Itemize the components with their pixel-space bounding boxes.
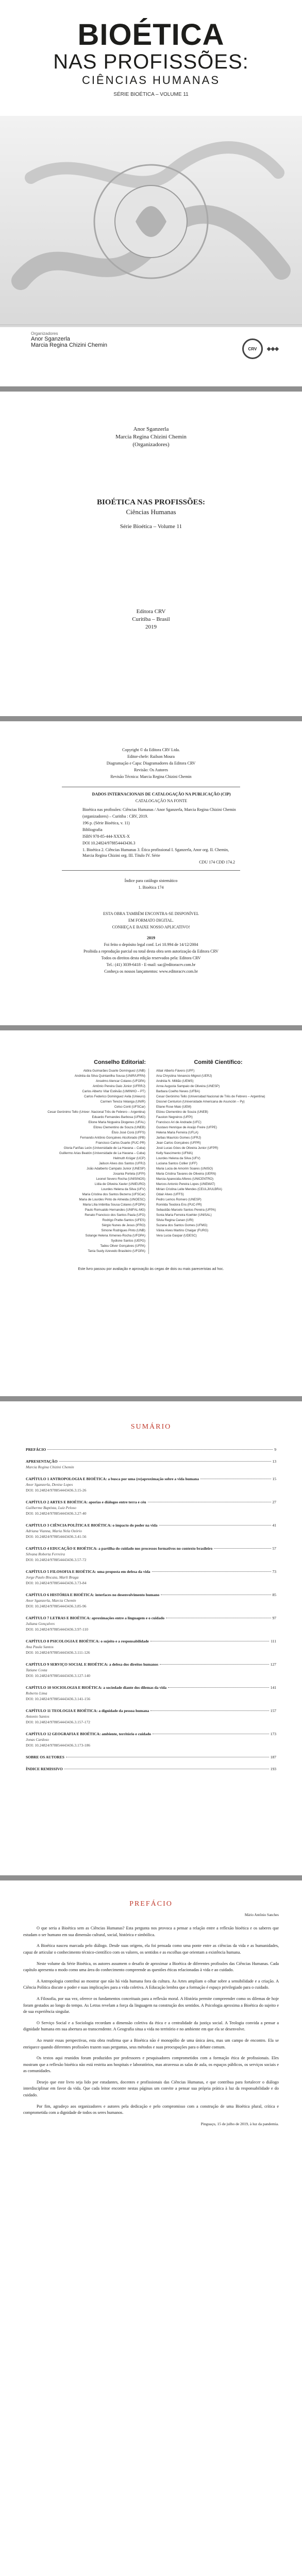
board-member: João Adalberto Campato Junior (UNESP) — [19, 1166, 149, 1172]
preface-paragraph: A Bioética nasceu marcada pelo diálogo. Desde suas origens, ela foi pensada como uma ponte entre as ciências da vida e as humanidades, capaz de articular o conhecimento técnico-científico com os valores, os sentidos e as escolhas que orientam a existência humana. — [23, 1943, 279, 1955]
copyright-bottom-line: EM FORMATO DIGITAL. — [128, 918, 174, 923]
book-title: BIOÉTICA NAS PROFISSÕES: — [96, 498, 206, 506]
summary-entry-title: CAPÍTULO 2 ARTES E BIOÉTICA: aporias e diálogos entre terra e céu — [26, 1500, 146, 1504]
summary-entry-row — [26, 1766, 276, 1772]
copyright-bottom-line: CONHEÇA E BAIXE NOSSO APLICATIVO! — [112, 925, 190, 929]
summary-entry-title: CAPÍTULO 4 EDUCAÇÃO E BIOÉTICA: a partilha do cuidado nos processos formativos no contexto brasileiro — [26, 1546, 213, 1551]
catalog-line: ISBN 978-85-444-XXXX-X — [82, 834, 130, 839]
organizer-2: Marcia Regina Chizini Chemin — [31, 342, 107, 348]
summary-entry-doi: DOI: 10.24824/978854443436.3.27-40 — [26, 1511, 87, 1516]
committee-member: Altair Alberto Fávero (UPF) — [156, 1069, 195, 1073]
copyright-bottom-line: ESTA OBRA TAMBÉM ENCONTRA-SE DISPONÍVEL — [103, 911, 199, 916]
summary-entry-title: CAPÍTULO 8 PSICOLOGIA E BIOÉTICA: o sujeito e a responsabilidade — [26, 1639, 149, 1643]
board-member: Paulo Romualdo Hernandes (UNIFAL-MG) — [19, 1208, 149, 1213]
cover-title-line-3: CIÊNCIAS HUMANAS — [81, 74, 221, 87]
committee-member: Eliane Rose Maio (UEM) — [156, 1105, 192, 1109]
board-member: Solange Helena Ximenes-Rocha (UFOPA) — [19, 1233, 149, 1239]
board-member: Sérgio Nunes de Jesus (IFRO) — [19, 1223, 149, 1228]
summary-entry-title: CAPÍTULO 3 CIÊNCIA POLÍTICA E BIOÉTICA: o impacto do poder na vida — [26, 1523, 158, 1528]
organizers-label: Organizadores — [31, 331, 58, 336]
summary-entry — [26, 1522, 276, 1539]
summary-entry-doi: DOI: 10.24824/978854443436.3.57-72 — [26, 1557, 87, 1562]
summary-entry-author: Anor Sganzerla, Marcia Chemin — [26, 1598, 76, 1603]
summary-dots — [214, 1548, 271, 1549]
board-member: Guillermo Arias Beatón (Universidade de La Havana – Cuba) — [19, 1151, 149, 1156]
committee-member: Romilda Teodora Ens (PUC-PR) — [156, 1203, 202, 1207]
board-member: Anselmo Alencar Colares (UFOPA) — [19, 1079, 149, 1084]
committee-member: Maria Lucia de Amorim Soares (UNISO) — [156, 1167, 213, 1171]
board-member: Rodrigo Pratte-Santos (UFES) — [19, 1218, 149, 1223]
summary-entry-row — [26, 1569, 276, 1574]
summary-dots — [47, 1449, 273, 1450]
committee-member: Gustavo Henrique de Araújo Freire (UFPE) — [156, 1126, 217, 1129]
summary-entry-author: Juliana Gonçalves — [26, 1621, 55, 1626]
summary-entry-author: Jorge Paulo Biscaia, Marli Braga — [26, 1575, 79, 1580]
preface-heading: PREFÁCIO — [129, 1900, 173, 1908]
committee-member: Andréia N. Militão (UEMS) — [156, 1079, 194, 1083]
copyright-bottom-line: Foi feito o depósito legal conf. Lei 10.994 de 14/12/2004 — [104, 942, 198, 947]
imprint-line: Editora CRV — [136, 608, 166, 615]
cover-illustration — [0, 116, 302, 327]
publisher-logo-icon: CRV — [242, 338, 263, 359]
summary-heading: SUMÁRIO — [130, 1423, 172, 1431]
committee-member: Odair Alves (UFFS) — [156, 1193, 184, 1196]
summary-entry-title: ÍNDICE REMISSIVO — [26, 1767, 63, 1771]
summary-dots — [59, 1461, 271, 1462]
copyright-line: Revisão: Os Autores — [134, 768, 168, 772]
board-member: Aldira Guimarães Duarte Domínguez (UNB) — [19, 1069, 149, 1074]
summary-dots — [152, 1571, 271, 1572]
preface-signature: Pinguaçu, 15 de julho de 2019, à luz da pandemia. — [200, 2121, 279, 2126]
summary-entry-row — [26, 1459, 276, 1464]
summary-entry — [26, 1754, 276, 1760]
preface-paragraph: Desejo que este livro seja lido por estudantes, docentes e profissionais das Ciências Humanas, e que contribua para fortalecer o diálogo interdisciplinar em favor da vida. Que cada leitor encontre nestas páginas um convite a pensar sua própria prática à luz da responsabilidade e do cuidado. — [23, 2079, 279, 2098]
committee-member: Maria Cristina Tavares de Oliveira (UERN) — [156, 1172, 216, 1176]
catalog-line: DOI 10.24824/978854443436.3 — [82, 841, 136, 845]
committee-member: Cesar Gerónimo Tello (Universidad Nacional de Três de Febrero – Argentina) — [156, 1095, 265, 1098]
board-member: Eduardo Fernandes Barbosa (UFMG) — [19, 1115, 149, 1120]
committee-member: Jarbas Mauricio Gomes (UFRJ) — [156, 1136, 201, 1140]
board-member: Tania Suely Azevedo Brasileiro (UFOPA) — [19, 1249, 149, 1254]
copyright-page — [0, 721, 302, 1030]
board-member: Antônio Pereira Gaio Júnior (UFRRJ) — [19, 1084, 149, 1089]
summary-entry-doi: DOI: 10.24824/978854443436.3.41-56 — [26, 1534, 87, 1539]
summary-entry — [26, 1592, 276, 1609]
cover-footer — [0, 325, 302, 386]
preface-paragraph: Neste volume da Série Bioética, os autores assumem o desafio de aproximar a Bioética de diferentes profissões das Ciências Humanas. Cada capítulo apresenta o modo como uma área do conhecimento compreende as questões éticas relacionadas à vida e ao cuidado. — [23, 1961, 279, 1973]
summary-dots — [168, 1687, 269, 1688]
committee-member: Marcia Aparecida Alferes (UNICENTRO) — [156, 1177, 214, 1181]
summary-entry-row — [26, 1638, 276, 1644]
board-member: Maria Lília Imbiriba Sousa Colares (UFOPA) — [19, 1202, 149, 1208]
summary-dots — [159, 1525, 271, 1526]
summary-entry-doi: DOI: 10.24824/978854443436.3.15-26 — [26, 1488, 87, 1493]
board-member: Fernando Antônio Gonçalves Alcoforado (IPB) — [19, 1136, 149, 1141]
summary-entry-row — [26, 1447, 276, 1452]
summary-entry-doi: DOI: 10.24824/978854443436.3.73-84 — [26, 1581, 87, 1585]
preface-paragraph: Os textos aqui reunidos foram produzidos por professores e pesquisadores comprometidos com a formação ética de profissionais. Eles mostram que a reflexão bioética não está restrita aos hospitais e laboratórios, mas atravessa as salas de aula, os espaços públicos, os serviços sociais e as comunidades. — [23, 2056, 279, 2074]
preface-paragraph: A Antropologia contribui ao mostrar que não há vida humana fora da cultura. As Artes ampliam o olhar sobre a sensibilidade e a criação. A Ciência Política discute o poder e suas implicações para a vida coletiva. A Educação lembra que a formação é espaço privilegiado para o cuidado. — [23, 1978, 279, 1990]
summary-entry-title: SOBRE OS AUTORES — [26, 1755, 64, 1759]
book-subtitle: Ciências Humanas — [126, 508, 176, 516]
copyright-bottom-line: 2019 — [147, 936, 155, 940]
committee-member: Sebastião Marcelo Santos Pereira (UFPA) — [156, 1208, 216, 1212]
copyright-line: Diagramação e Capa: Diagramadores da Editora CRV — [106, 761, 196, 766]
imprint — [0, 608, 302, 631]
title-organizer: (Organizadores) — [132, 442, 170, 448]
summary-entry-title: APRESENTAÇÃO — [26, 1459, 58, 1464]
summary-entry-page: 27 — [272, 1500, 276, 1504]
committee-member: Diosnel Centurion (Universidade Americana de Asunción – Py) — [156, 1100, 245, 1104]
summary-entry-page: 15 — [272, 1477, 276, 1481]
summary-entry-author: Marcia Regina Chizini Chemin — [26, 1465, 74, 1469]
cover-title-block — [0, 0, 302, 97]
summary-entry-title: CAPÍTULO 5 FILOSOFIA E BIOÉTICA: uma proposta em defesa da vida — [26, 1569, 150, 1574]
board-member: Jailson Alves dos Santos (UFRJ) — [19, 1161, 149, 1166]
committee-member: Suzana dos Santos Gomes (UFMG) — [156, 1224, 208, 1227]
board-member: Simone Rodrigues Pinto (UNB) — [19, 1228, 149, 1233]
summary-entry-author: Jonas Cardoso — [26, 1737, 49, 1742]
catalog-box — [62, 787, 240, 871]
summary-entry-page: 73 — [272, 1569, 276, 1574]
scientific-committee — [153, 1059, 283, 1254]
committee-member: Helena Maria Ferreira (UFLA) — [156, 1131, 198, 1134]
committee-member: Silvia Regina Canan (URI) — [156, 1218, 194, 1222]
copyright-bottom — [62, 911, 240, 974]
summary-entry-row — [26, 1708, 276, 1714]
board-member: Élsio José Corá (UFFS) — [19, 1130, 149, 1136]
summary-entry-row — [26, 1731, 276, 1737]
catalog-line: 196 p. (Série Bioética, v. 11) — [82, 821, 130, 825]
summary-entry — [26, 1708, 276, 1725]
cover-title-line-1: BIOÉTICA — [77, 18, 225, 52]
summary-entry-row — [26, 1592, 276, 1598]
summary-entry — [26, 1766, 276, 1772]
summary-entry-author: Silvana Roberta Ferreira — [26, 1552, 65, 1556]
council-footer: Este livro passou por avaliação e aprovação às cegas de dois ou mais pareceristas ad hoc. — [78, 1267, 224, 1271]
board-member: Sydione Santos (UEPG) — [19, 1239, 149, 1244]
cover-page — [0, 0, 302, 392]
committee-member: Elizeu Clementino de Souza (UNEB) — [156, 1110, 208, 1114]
committee-member: Sonia Maria Ferreira Koehler (UNISAL) — [156, 1213, 212, 1217]
board-member: Renato Francisco dos Santos Paula (UFG) — [19, 1213, 149, 1218]
summary-entry — [26, 1476, 276, 1493]
summary-dots — [160, 1664, 269, 1665]
catalog-line: Bibliografia — [82, 827, 103, 832]
committee-member: Mirian Cristina Leite Mendes (CEULJI/ULBRA) — [156, 1188, 222, 1191]
summary-page — [0, 1401, 302, 1880]
summary-entry-row — [26, 1662, 276, 1667]
preface-paragraph: Por fim, agradeço aos organizadores e autores pela dedicação e pelo compromisso com a construção de uma Bioética plural, crítica e comprometida com a dignidade de todos os seres humanos. — [23, 2104, 279, 2115]
board-member: Maria de Lourdes Pinto de Almeida (UNOESC) — [19, 1197, 149, 1202]
summary-entry-row — [26, 1522, 276, 1528]
board-member: Tadeu Oliver Gonçalves (UFPA) — [19, 1244, 149, 1249]
summary-entry-author: Tatiane Costa — [26, 1668, 47, 1672]
summary-entry-page: 13 — [272, 1459, 276, 1464]
board-member: Elizeu Clementino de Souza (UNEB) — [19, 1125, 149, 1130]
summary-entry-page: 41 — [272, 1523, 276, 1528]
committee-member: Vânia Alves Martins Chaigar (FURG) — [156, 1229, 209, 1232]
board-member: Carlos Federico Dominguez Avila (Unieuro) — [19, 1094, 149, 1099]
index-title: Índice para catálogo sistemático — [124, 878, 178, 883]
committee-member: Ana Chrystina Venancio Mignot (UERJ) — [156, 1074, 212, 1078]
council-page — [0, 1030, 302, 1401]
cover-series: SÉRIE BIOÉTICA – VOLUME 11 — [113, 92, 189, 97]
preface-paragraph: O Serviço Social e a Sociologia recordam a dimensão coletiva da ética e a centralidade da justiça social. A Teologia convida a pensar a dignidade humana em sua abertura ao transcendente. A Geografia situa a vida no território e no ambiente em que ela se desenvolve. — [23, 2020, 279, 2032]
summary-entry-title: PREFÁCIO — [26, 1447, 46, 1452]
board-member: Elione Maria Nogueira Diogenes (UFAL) — [19, 1120, 149, 1125]
copyright-bottom-line: Tel.: (41) 3039-6418 - E-mail: sac@editoracrv.com.br — [106, 962, 196, 967]
summary-entry-author: Ana Paula Santos — [26, 1645, 54, 1649]
title-organizers — [0, 392, 302, 449]
catalog-line: 1. Bioética 2. Ciências Humanas 3. Ética profissional I. Sganzerla, Anor org. II. Chemin, Marcia Regina Chizini org. III. Título IV. Série — [82, 848, 229, 858]
summary-entry — [26, 1662, 276, 1679]
summary-entry — [26, 1615, 276, 1632]
summary-entry-author: Guilherme Baptista, Luiz Peloso — [26, 1505, 76, 1510]
index-line: 1. Bioética 174 — [138, 885, 164, 890]
summary-entry-row — [26, 1476, 276, 1482]
summary-entry-author: Anor Sganzerla, Denise Lopes — [26, 1482, 73, 1487]
summary-entry — [26, 1685, 276, 1702]
cip-subtitle: CATALOGAÇÃO NA FONTE — [135, 799, 188, 803]
summary-entry-title: CAPÍTULO 10 SOCIOLOGIA E BIOÉTICA: a sociedade diante dos dilemas da vida — [26, 1685, 167, 1690]
board-member: Carlos Alberto Vilar Estêvão (UMINHO – PT) — [19, 1089, 149, 1094]
summary-list — [26, 1447, 276, 1772]
summary-dots — [150, 1710, 269, 1711]
board-member: Andréia da Silva Quintanilha Sousa (UNIR/UFRN) — [19, 1074, 149, 1079]
board-member: Cesar Gerónimo Tello (Univer .Nacional Três de Febrero – Argentina) — [19, 1110, 149, 1115]
editorial-board — [19, 1059, 149, 1254]
summary-entry-doi: DOI: 10.24824/978854443436.3.111-126 — [26, 1650, 90, 1655]
board-member: Lídia de Oliveira Xavier (UNIEURO) — [19, 1182, 149, 1187]
board-member: Leonel Severo Rocha (UNISINOS) — [19, 1177, 149, 1182]
editorial-board-title: Conselho Editorial: — [94, 1059, 146, 1065]
catalog-line: Bioética nas profissões: Ciências Humanas / Anor Sganzerla, Marcia Regina Chizini Chemin — [82, 807, 236, 812]
summary-entry-row — [26, 1546, 276, 1551]
summary-entry-author: Antonio Santos — [26, 1714, 49, 1719]
summary-entry-row — [26, 1754, 276, 1760]
summary-entry-row — [26, 1615, 276, 1621]
summary-entry — [26, 1569, 276, 1586]
summary-entry-doi: DOI: 10.24824/978854443436.3.157-172 — [26, 1720, 90, 1724]
summary-entry-row — [26, 1499, 276, 1505]
board-member: Lourdes Helena da Silva (UFV) — [19, 1187, 149, 1192]
summary-entry — [26, 1447, 276, 1452]
committee-member: Kelly Nascimento (UFMA) — [156, 1151, 193, 1155]
board-member: Josania Portela (UFPI) — [19, 1172, 149, 1177]
committee-member: Lourdes Helena da Silva (UFV) — [156, 1157, 200, 1160]
copyright-line: Copyright © da Editora CRV Ltda. — [122, 748, 180, 752]
catalog-line: (organizadores) – Curitiba : CRV, 2019. — [82, 814, 148, 819]
summary-entry-page: 193 — [270, 1767, 276, 1771]
summary-entry-author: Roberto Lima — [26, 1691, 47, 1696]
summary-entry-doi: DOI: 10.24824/978854443436.3.85-96 — [26, 1604, 87, 1608]
cip-title: DADOS INTERNACIONAIS DE CATALOGAÇÃO NA PUBLICAÇÃO (CIP) — [92, 792, 231, 796]
committee-member: Barbara Coelho Neves (UFBA) — [156, 1090, 200, 1093]
summary-entry — [26, 1499, 276, 1516]
copyright-bottom-line: Conheça os nossos lançamentos: www.editoracrv.com.br — [104, 969, 198, 974]
council-columns — [19, 1059, 283, 1254]
title-organizer: Marcia Regina Chizini Chemin — [115, 434, 187, 440]
summary-entry-page: 57 — [272, 1546, 276, 1551]
title-organizer: Anor Sganzerla — [133, 426, 169, 432]
board-member: Celso Conti (UFSCar) — [19, 1105, 149, 1110]
title-page — [0, 392, 302, 721]
committee-member: Vera Lucia Gaspar (UDESC) — [156, 1234, 197, 1238]
board-member: Carmen Tereza Velanga (UNIR) — [19, 1099, 149, 1105]
summary-entry-page: 173 — [270, 1732, 276, 1736]
summary-entry-doi: DOI: 10.24824/978854443436.3.173-186 — [26, 1743, 90, 1748]
summary-entry-page: 157 — [270, 1708, 276, 1713]
committee-member: Luciana Santos Collier (UFF) — [156, 1162, 197, 1165]
summary-entry-page: 127 — [270, 1662, 276, 1667]
summary-entry-title: CAPÍTULO 7 LETRAS E BIOÉTICA: aproximações entre a linguagem e o cuidado — [26, 1616, 165, 1620]
summary-entry-row — [26, 1685, 276, 1690]
preface-paragraph: Ao reunir essas perspectivas, esta obra reafirma que a Bioética não é monopólio de uma única área, mas um campo de encontro. Ela se enriquece quando diferentes profissões trazem suas perguntas, seus métodos e suas preocupações para o debate comum. — [23, 2038, 279, 2049]
summary-entry-doi: DOI: 10.24824/978854443436.3.127-140 — [26, 1673, 90, 1678]
summary-entry-page: 85 — [272, 1592, 276, 1597]
committee-member: Pedro Lemos Romero (UNESP) — [156, 1198, 202, 1201]
board-member: Maria Cristina dos Santos Bezerra (UFSCar) — [19, 1192, 149, 1197]
committee-member: Marcos Antonio Pereira Lopes (UNEMAT) — [156, 1182, 215, 1186]
summary-entry-doi: DOI: 10.24824/978854443436.3.97-110 — [26, 1627, 88, 1632]
imprint-line: Curitiba – Brasil — [132, 616, 170, 622]
preface-author: Mário Antônio Sanches — [244, 1912, 279, 1917]
copyright-line: Revisão Técnica: Marcia Regina Chizini Chemin — [110, 774, 192, 779]
committee-member: José Lucas Góes de Oliveira Junior (UFPR) — [156, 1146, 219, 1150]
summary-entry-author: Adriana Vianna, Maria Nela Ozório — [26, 1529, 82, 1533]
imprint-line: 2019 — [145, 624, 157, 630]
preface-paragraph: A Filosofia, por sua vez, oferece os fundamentos conceituais para a reflexão moral. A História permite compreender como os dilemas de hoje foram gestados ao longo do tempo. As Letras revelam a força da linguagem na construção dos sentidos. A Psicologia aproxima a Bioética do sujeito e de sua experiência singular. — [23, 1996, 279, 2014]
committee-member: Francisco Ari de Andrade (UFC) — [156, 1121, 202, 1124]
committee-member: Fauston Negreiros (UFPI) — [156, 1115, 193, 1119]
scientific-committee-list — [153, 1069, 283, 1239]
summary-entry — [26, 1459, 276, 1470]
publisher-logo-mark: ◆◆◆ — [266, 346, 279, 352]
scientific-committee-title: Comitê Científico: — [194, 1059, 243, 1065]
summary-entry-title: CAPÍTULO 9 SERVIÇO SOCIAL E BIOÉTICA: a defesa dos direitos humanos — [26, 1662, 159, 1667]
summary-entry-title: CAPÍTULO 11 TEOLOGIA E BIOÉTICA: a dignidade da pessoa humana — [26, 1708, 149, 1713]
summary-entry-page: 111 — [271, 1639, 276, 1643]
preface-body — [23, 1925, 279, 2116]
summary-entry-page: 141 — [270, 1685, 276, 1690]
committee-member: Anna Augusta Sampaio de Oliveira (UNESP) — [156, 1084, 220, 1088]
summary-entry — [26, 1638, 276, 1655]
summary-entry — [26, 1546, 276, 1563]
board-member: Helmuth Krüger (UCP) — [19, 1156, 149, 1161]
summary-entry-title: CAPÍTULO 12 GEOGRAFIA E BIOÉTICA: ambiente, território e cuidado — [26, 1732, 152, 1736]
committee-member: Jean Carlos Gonçalves (UFPR) — [156, 1141, 201, 1145]
summary-entry-title: CAPÍTULO 1 ANTROPOLOGIA E BIOÉTICA: a busca por uma (re)aproximação sobre a vida humana — [26, 1477, 199, 1481]
copyright-line: Editor-chefe: Railson Moura — [127, 754, 175, 759]
catalog-line: CDU 174 CDD 174.2 — [199, 860, 235, 865]
summary-entry-page: 97 — [272, 1616, 276, 1620]
editorial-board-list — [19, 1069, 149, 1254]
publisher-logos — [242, 338, 279, 359]
copyright-bottom-line: Proibida a reprodução parcial ou total desta obra sem autorização da Editora CRV — [83, 949, 219, 954]
board-member: Gloria Fariñas León (Universidade de La Havana – Cuba) — [19, 1146, 149, 1151]
summary-entry — [26, 1731, 276, 1748]
summary-entry-page: 187 — [270, 1755, 276, 1759]
summary-entry-doi: DOI: 10.24824/978854443436.3.141-156 — [26, 1697, 90, 1701]
organizer-1: Anor Sganzerla — [31, 336, 70, 342]
cover-title-line-2: NAS PROFISSÕES: — [53, 50, 249, 73]
copyright-bottom-line: Todos os direitos desta edição reservados pela: Editora CRV — [101, 956, 201, 960]
board-member: Francisco Carlos Duarte (PUC-PR) — [19, 1141, 149, 1146]
summary-entry-title: CAPÍTULO 6 HISTÓRIA E BIOÉTICA: interfaces no desenvolvimento humano — [26, 1592, 160, 1597]
book-series: Série Bioética – Volume 11 — [120, 523, 182, 530]
summary-entry-page: 9 — [274, 1447, 276, 1452]
preface-paragraph: O que seria a Bioética sem as Ciências Humanas? Esta pergunta nos provoca a pensar a relação entre a reflexão bioética e os saberes que estudam o ser humano em sua dimensão cultural, social, histórica e simbólica. — [23, 1926, 279, 1937]
preface-page — [0, 1880, 302, 2576]
